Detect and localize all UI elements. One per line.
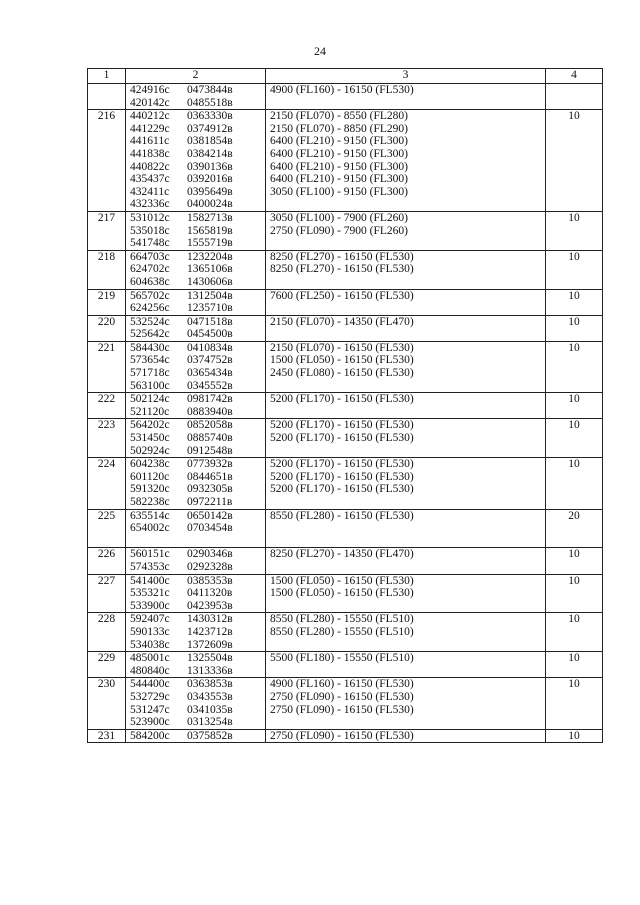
latitude-code: 502124с bbox=[130, 393, 170, 406]
latitude-code: 534038с bbox=[130, 638, 170, 651]
altitude-range: 2150 (FL070) - 14350 (FL470) bbox=[270, 315, 414, 328]
longitude-code: 0290346в bbox=[187, 548, 233, 561]
coordinates-cell bbox=[126, 613, 266, 652]
longitude-code: 0981742в bbox=[187, 393, 233, 406]
coordinate-pair bbox=[130, 471, 261, 484]
latitude-code: 424916с bbox=[130, 84, 170, 96]
latitude-code: 441611с bbox=[130, 135, 170, 148]
altitude-range: 2450 (FL080) - 16150 (FL530) bbox=[270, 367, 414, 380]
coordinate-pair bbox=[130, 342, 261, 355]
latitude-code: 531247с bbox=[130, 703, 170, 716]
coordinate-pair bbox=[130, 263, 261, 276]
longitude-code: 0390136в bbox=[187, 160, 233, 173]
altitude-range-cell bbox=[266, 729, 546, 743]
altitude-range-cell bbox=[266, 548, 546, 574]
coordinates-cell bbox=[126, 419, 266, 458]
value-cell: 10 bbox=[546, 652, 603, 678]
coordinate-pair bbox=[130, 84, 261, 97]
longitude-code: 0292328в bbox=[187, 560, 233, 573]
longitude-code: 1555719в bbox=[187, 237, 233, 250]
header-col-3: 3 bbox=[266, 69, 546, 84]
latitude-code: 624256с bbox=[130, 302, 170, 315]
latitude-code: 541748с bbox=[130, 237, 170, 250]
latitude-code: 535321с bbox=[130, 587, 170, 600]
altitude-range: 1500 (FL050) - 16150 (FL530) bbox=[270, 574, 414, 587]
latitude-code: 535018с bbox=[130, 224, 170, 237]
coordinates-cell bbox=[126, 341, 266, 392]
table-row bbox=[88, 613, 603, 652]
coordinate-pair bbox=[130, 354, 261, 367]
latitude-code: 654002с bbox=[130, 522, 170, 535]
coordinate-pair bbox=[130, 652, 261, 665]
longitude-code: 0844651в bbox=[187, 470, 233, 483]
coordinate-pair bbox=[130, 148, 261, 161]
table-row bbox=[88, 458, 603, 509]
longitude-code: 1430312в bbox=[187, 613, 233, 626]
coordinate-pair bbox=[130, 678, 261, 691]
altitude-range-cell bbox=[266, 458, 546, 509]
longitude-code: 1430606в bbox=[187, 275, 233, 288]
longitude-code: 0454500в bbox=[187, 328, 233, 341]
value-cell: 10 bbox=[546, 211, 603, 250]
coordinate-pair bbox=[130, 510, 261, 523]
altitude-range-cell bbox=[266, 315, 546, 341]
altitude-range: 6400 (FL210) - 9150 (FL300) bbox=[270, 147, 408, 160]
latitude-code: 590133с bbox=[130, 625, 170, 638]
coordinates-cell bbox=[126, 250, 266, 289]
longitude-code: 1312504в bbox=[187, 289, 233, 302]
row-number: 231 bbox=[88, 729, 126, 743]
row-number: 220 bbox=[88, 315, 126, 341]
coordinate-pair bbox=[130, 406, 261, 419]
value-cell: 10 bbox=[546, 289, 603, 315]
coordinate-pair bbox=[130, 302, 261, 315]
altitude-range: 1500 (FL050) - 16150 (FL530) bbox=[270, 587, 414, 600]
coordinate-pair bbox=[130, 665, 261, 678]
latitude-code: 601120с bbox=[130, 470, 170, 483]
coordinate-pair bbox=[130, 587, 261, 600]
latitude-code: 441229с bbox=[130, 122, 170, 135]
longitude-code: 0773932в bbox=[187, 458, 233, 471]
coordinates-cell bbox=[126, 509, 266, 548]
coordinates-cell bbox=[126, 211, 266, 250]
row-number: 217 bbox=[88, 211, 126, 250]
latitude-code: 485001с bbox=[130, 652, 170, 665]
altitude-range-cell bbox=[266, 652, 546, 678]
altitude-range: 3050 (FL100) - 9150 (FL300) bbox=[270, 185, 408, 198]
zones-table bbox=[87, 68, 603, 743]
longitude-code: 0385353в bbox=[187, 574, 233, 587]
table-body bbox=[88, 84, 603, 743]
altitude-range: 7600 (FL250) - 16150 (FL530) bbox=[270, 289, 414, 302]
value-cell bbox=[546, 84, 603, 110]
table-row bbox=[88, 652, 603, 678]
latitude-code: 541400с bbox=[130, 574, 170, 587]
header-row bbox=[88, 69, 603, 84]
value-cell: 10 bbox=[546, 110, 603, 212]
latitude-code: 531450с bbox=[130, 432, 170, 445]
coordinate-pair bbox=[130, 419, 261, 432]
latitude-code: 582238с bbox=[130, 496, 170, 508]
table-row bbox=[88, 393, 603, 419]
latitude-code: 544400с bbox=[130, 678, 170, 691]
coordinate-pair bbox=[130, 496, 261, 509]
coordinates-cell bbox=[126, 729, 266, 743]
coordinate-pair bbox=[130, 613, 261, 626]
row-number: 228 bbox=[88, 613, 126, 652]
altitude-range: 5200 (FL170) - 16150 (FL530) bbox=[270, 393, 414, 406]
coordinate-pair bbox=[130, 445, 261, 458]
longitude-code: 0912548в bbox=[187, 444, 233, 457]
table-row bbox=[88, 509, 603, 548]
latitude-code: 532524с bbox=[130, 315, 170, 328]
altitude-range: 6400 (FL210) - 9150 (FL300) bbox=[270, 135, 408, 148]
altitude-range: 2750 (FL090) - 7900 (FL260) bbox=[270, 224, 408, 237]
longitude-code: 0363330в bbox=[187, 110, 233, 123]
latitude-code: 560151с bbox=[130, 548, 170, 561]
longitude-code: 0411320в bbox=[187, 587, 233, 600]
altitude-range: 2750 (FL090) - 16150 (FL530) bbox=[270, 690, 414, 703]
longitude-code: 0313254в bbox=[187, 716, 233, 729]
coordinate-pair bbox=[130, 600, 261, 613]
row-number: 218 bbox=[88, 250, 126, 289]
value-cell: 20 bbox=[546, 509, 603, 548]
latitude-code: 565702с bbox=[130, 289, 170, 302]
value-cell: 10 bbox=[546, 729, 603, 743]
altitude-range: 5200 (FL170) - 16150 (FL530) bbox=[270, 432, 414, 445]
coordinate-pair bbox=[130, 730, 261, 743]
altitude-range: 5200 (FL170) - 16150 (FL530) bbox=[270, 483, 414, 496]
coordinate-pair bbox=[130, 135, 261, 148]
coordinate-pair bbox=[130, 393, 261, 406]
table-row bbox=[88, 289, 603, 315]
altitude-range-cell bbox=[266, 393, 546, 419]
latitude-code: 571718с bbox=[130, 367, 170, 380]
latitude-code: 440212с bbox=[130, 110, 170, 123]
latitude-code: 573654с bbox=[130, 354, 170, 367]
coordinate-pair bbox=[130, 522, 261, 535]
altitude-range: 2150 (FL070) - 8550 (FL280) bbox=[270, 110, 408, 123]
altitude-range-cell bbox=[266, 84, 546, 110]
table-row bbox=[88, 548, 603, 574]
coordinates-cell bbox=[126, 678, 266, 729]
latitude-code: 624702с bbox=[130, 263, 170, 276]
latitude-code: 521120с bbox=[130, 405, 170, 418]
coordinates-cell bbox=[126, 84, 266, 110]
longitude-code: 0423953в bbox=[187, 599, 233, 612]
latitude-code: 532729с bbox=[130, 690, 170, 703]
coordinate-pair bbox=[130, 316, 261, 329]
longitude-code: 0343553в bbox=[187, 690, 233, 703]
latitude-code: 564202с bbox=[130, 419, 170, 432]
value-cell: 10 bbox=[546, 393, 603, 419]
value-cell: 10 bbox=[546, 678, 603, 729]
altitude-range: 2750 (FL090) - 16150 (FL530) bbox=[270, 729, 414, 742]
latitude-code: 591320с bbox=[130, 483, 170, 496]
table-row bbox=[88, 419, 603, 458]
row-number: 227 bbox=[88, 574, 126, 613]
altitude-range-cell bbox=[266, 289, 546, 315]
value-cell: 10 bbox=[546, 458, 603, 509]
longitude-code: 0365434в bbox=[187, 367, 233, 380]
coordinate-pair bbox=[130, 432, 261, 445]
longitude-code: 1235710в bbox=[187, 302, 233, 315]
latitude-code: 435437с bbox=[130, 173, 170, 186]
value-cell: 10 bbox=[546, 341, 603, 392]
coordinates-cell bbox=[126, 574, 266, 613]
coordinate-pair bbox=[130, 97, 261, 110]
altitude-range: 6400 (FL210) - 9150 (FL300) bbox=[270, 173, 408, 186]
latitude-code: 523900с bbox=[130, 716, 170, 729]
longitude-code: 0410834в bbox=[187, 341, 233, 354]
coordinate-pair bbox=[130, 575, 261, 588]
coordinate-pair bbox=[130, 380, 261, 393]
table-row bbox=[88, 341, 603, 392]
altitude-range: 8250 (FL270) - 14350 (FL470) bbox=[270, 548, 414, 561]
coordinate-pair bbox=[130, 704, 261, 717]
coordinate-pair bbox=[130, 535, 261, 548]
table-row bbox=[88, 678, 603, 729]
value-cell: 10 bbox=[546, 419, 603, 458]
coordinate-pair bbox=[130, 161, 261, 174]
longitude-code: 0883940в bbox=[187, 405, 233, 418]
latitude-code: 592407с bbox=[130, 613, 170, 626]
row-number: 223 bbox=[88, 419, 126, 458]
row-number: 222 bbox=[88, 393, 126, 419]
altitude-range: 8250 (FL270) - 16150 (FL530) bbox=[270, 250, 414, 263]
row-number: 229 bbox=[88, 652, 126, 678]
longitude-code: 0650142в bbox=[187, 509, 233, 522]
coordinate-pair bbox=[130, 212, 261, 225]
longitude-code: 0471518в bbox=[187, 315, 233, 328]
coordinate-pair bbox=[130, 173, 261, 186]
coordinate-pair bbox=[130, 548, 261, 561]
row-number: 224 bbox=[88, 458, 126, 509]
coordinates-cell bbox=[126, 315, 266, 341]
longitude-code: 0473844в bbox=[187, 84, 233, 96]
latitude-code: 502924с bbox=[130, 444, 170, 457]
latitude-code: 584200с bbox=[130, 729, 170, 742]
table-row bbox=[88, 574, 603, 613]
table-row bbox=[88, 84, 603, 110]
coordinates-cell bbox=[126, 652, 266, 678]
longitude-code: 0345552в bbox=[187, 379, 233, 392]
latitude-code: 604638с bbox=[130, 275, 170, 288]
longitude-code: 0885740в bbox=[187, 432, 233, 445]
coordinate-pair bbox=[130, 251, 261, 264]
longitude-code: 1565819в bbox=[187, 224, 233, 237]
altitude-range: 8550 (FL280) - 15550 (FL510) bbox=[270, 625, 414, 638]
altitude-range-cell bbox=[266, 250, 546, 289]
header-col-2: 2 bbox=[126, 69, 266, 84]
longitude-code: 0374752в bbox=[187, 354, 233, 367]
altitude-range: 6400 (FL210) - 9150 (FL300) bbox=[270, 160, 408, 173]
altitude-range: 5200 (FL170) - 16150 (FL530) bbox=[270, 419, 414, 432]
coordinate-pair bbox=[130, 483, 261, 496]
value-cell: 10 bbox=[546, 613, 603, 652]
longitude-code: 0703454в bbox=[187, 522, 233, 535]
coordinate-pair bbox=[130, 716, 261, 729]
latitude-code: 563100с bbox=[130, 379, 170, 392]
latitude-code: 533900с bbox=[130, 599, 170, 612]
altitude-range: 5500 (FL180) - 15550 (FL510) bbox=[270, 652, 414, 665]
coordinate-pair bbox=[130, 691, 261, 704]
row-number: 230 bbox=[88, 678, 126, 729]
latitude-code: 574353с bbox=[130, 560, 170, 573]
longitude-code: 0485518в bbox=[187, 96, 233, 109]
coordinate-pair bbox=[130, 639, 261, 652]
coordinate-pair bbox=[130, 225, 261, 238]
table-row bbox=[88, 729, 603, 743]
latitude-code: 604238с bbox=[130, 458, 170, 471]
row-number: 226 bbox=[88, 548, 126, 574]
table-row bbox=[88, 315, 603, 341]
altitude-range: 3050 (FL100) - 7900 (FL260) bbox=[270, 211, 408, 224]
altitude-range: 1500 (FL050) - 16150 (FL530) bbox=[270, 354, 414, 367]
altitude-range-cell bbox=[266, 574, 546, 613]
latitude-code: 432336с bbox=[130, 198, 170, 211]
header-col-1: 1 bbox=[88, 69, 126, 84]
altitude-range: 2150 (FL070) - 16150 (FL530) bbox=[270, 341, 414, 354]
coordinate-pair bbox=[130, 367, 261, 380]
latitude-code: 480840с bbox=[130, 664, 170, 677]
longitude-code: 1372609в bbox=[187, 638, 233, 651]
table-row bbox=[88, 250, 603, 289]
coordinates-cell bbox=[126, 289, 266, 315]
latitude-code: 531012с bbox=[130, 211, 170, 224]
altitude-range-cell bbox=[266, 211, 546, 250]
row-number: 216 bbox=[88, 110, 126, 212]
coordinate-pair bbox=[130, 290, 261, 303]
coordinates-cell bbox=[126, 110, 266, 212]
longitude-code: 1365106в bbox=[187, 263, 233, 276]
table-row bbox=[88, 110, 603, 212]
latitude-code: 441838с bbox=[130, 147, 170, 160]
coordinate-pair bbox=[130, 276, 261, 289]
coordinates-cell bbox=[126, 458, 266, 509]
longitude-code: 1325504в bbox=[187, 652, 233, 665]
coordinate-pair bbox=[130, 186, 261, 199]
altitude-range-cell bbox=[266, 110, 546, 212]
row-number: 219 bbox=[88, 289, 126, 315]
row-number: 221 bbox=[88, 341, 126, 392]
altitude-range-cell bbox=[266, 419, 546, 458]
latitude-code: 664703с bbox=[130, 250, 170, 263]
coordinate-pair bbox=[130, 123, 261, 136]
altitude-range: 4900 (FL160) - 16150 (FL530) bbox=[270, 678, 414, 691]
altitude-range: 5200 (FL170) - 16150 (FL530) bbox=[270, 458, 414, 471]
latitude-code: 525642с bbox=[130, 328, 170, 341]
altitude-range-cell bbox=[266, 678, 546, 729]
longitude-code: 0375852в bbox=[187, 729, 233, 742]
coordinate-pair bbox=[130, 626, 261, 639]
latitude-code: 440822с bbox=[130, 160, 170, 173]
row-number bbox=[88, 84, 126, 110]
row-number: 225 bbox=[88, 509, 126, 548]
value-cell: 10 bbox=[546, 548, 603, 574]
altitude-range: 8550 (FL280) - 15550 (FL510) bbox=[270, 613, 414, 626]
header-col-4: 4 bbox=[546, 69, 603, 84]
longitude-code: 0384214в bbox=[187, 147, 233, 160]
altitude-range: 4900 (FL160) - 16150 (FL530) bbox=[270, 84, 414, 96]
altitude-range-cell bbox=[266, 509, 546, 548]
latitude-code: 584430с bbox=[130, 341, 170, 354]
longitude-code: 0852058в bbox=[187, 419, 233, 432]
longitude-code: 1232204в bbox=[187, 250, 233, 263]
longitude-code: 1313336в bbox=[187, 664, 233, 677]
longitude-code: 0363853в bbox=[187, 678, 233, 691]
coordinate-pair bbox=[130, 237, 261, 250]
longitude-code: 0972211в bbox=[187, 496, 233, 508]
longitude-code: 0392016в bbox=[187, 173, 233, 186]
coordinate-pair bbox=[130, 110, 261, 123]
altitude-range: 2750 (FL090) - 16150 (FL530) bbox=[270, 703, 414, 716]
altitude-range-cell bbox=[266, 613, 546, 652]
value-cell: 10 bbox=[546, 315, 603, 341]
coordinate-pair bbox=[130, 198, 261, 211]
longitude-code: 0341035в bbox=[187, 703, 233, 716]
page-number: 24 bbox=[314, 44, 326, 58]
table-row bbox=[88, 211, 603, 250]
value-cell: 10 bbox=[546, 250, 603, 289]
latitude-code: 432411с bbox=[130, 185, 170, 198]
latitude-code: 420142с bbox=[130, 96, 170, 109]
latitude-code: 635514с bbox=[130, 509, 170, 522]
coordinates-cell bbox=[126, 548, 266, 574]
longitude-code: 1423712в bbox=[187, 625, 233, 638]
altitude-range-cell bbox=[266, 341, 546, 392]
altitude-range: 8250 (FL270) - 16150 (FL530) bbox=[270, 263, 414, 276]
altitude-range: 2150 (FL070) - 8850 (FL290) bbox=[270, 122, 408, 135]
coordinate-pair bbox=[130, 458, 261, 471]
longitude-code: 0395649в bbox=[187, 185, 233, 198]
altitude-range: 5200 (FL170) - 16150 (FL530) bbox=[270, 470, 414, 483]
coordinates-cell bbox=[126, 393, 266, 419]
longitude-code: 0932305в bbox=[187, 483, 233, 496]
longitude-code: 0374912в bbox=[187, 122, 233, 135]
altitude-range: 8550 (FL280) - 16150 (FL530) bbox=[270, 509, 414, 522]
longitude-code: 1582713в bbox=[187, 211, 233, 224]
coordinate-pair bbox=[130, 561, 261, 574]
coordinate-pair bbox=[130, 328, 261, 341]
longitude-code: 0400024в bbox=[187, 198, 233, 211]
longitude-code: 0381854в bbox=[187, 135, 233, 148]
value-cell: 10 bbox=[546, 574, 603, 613]
